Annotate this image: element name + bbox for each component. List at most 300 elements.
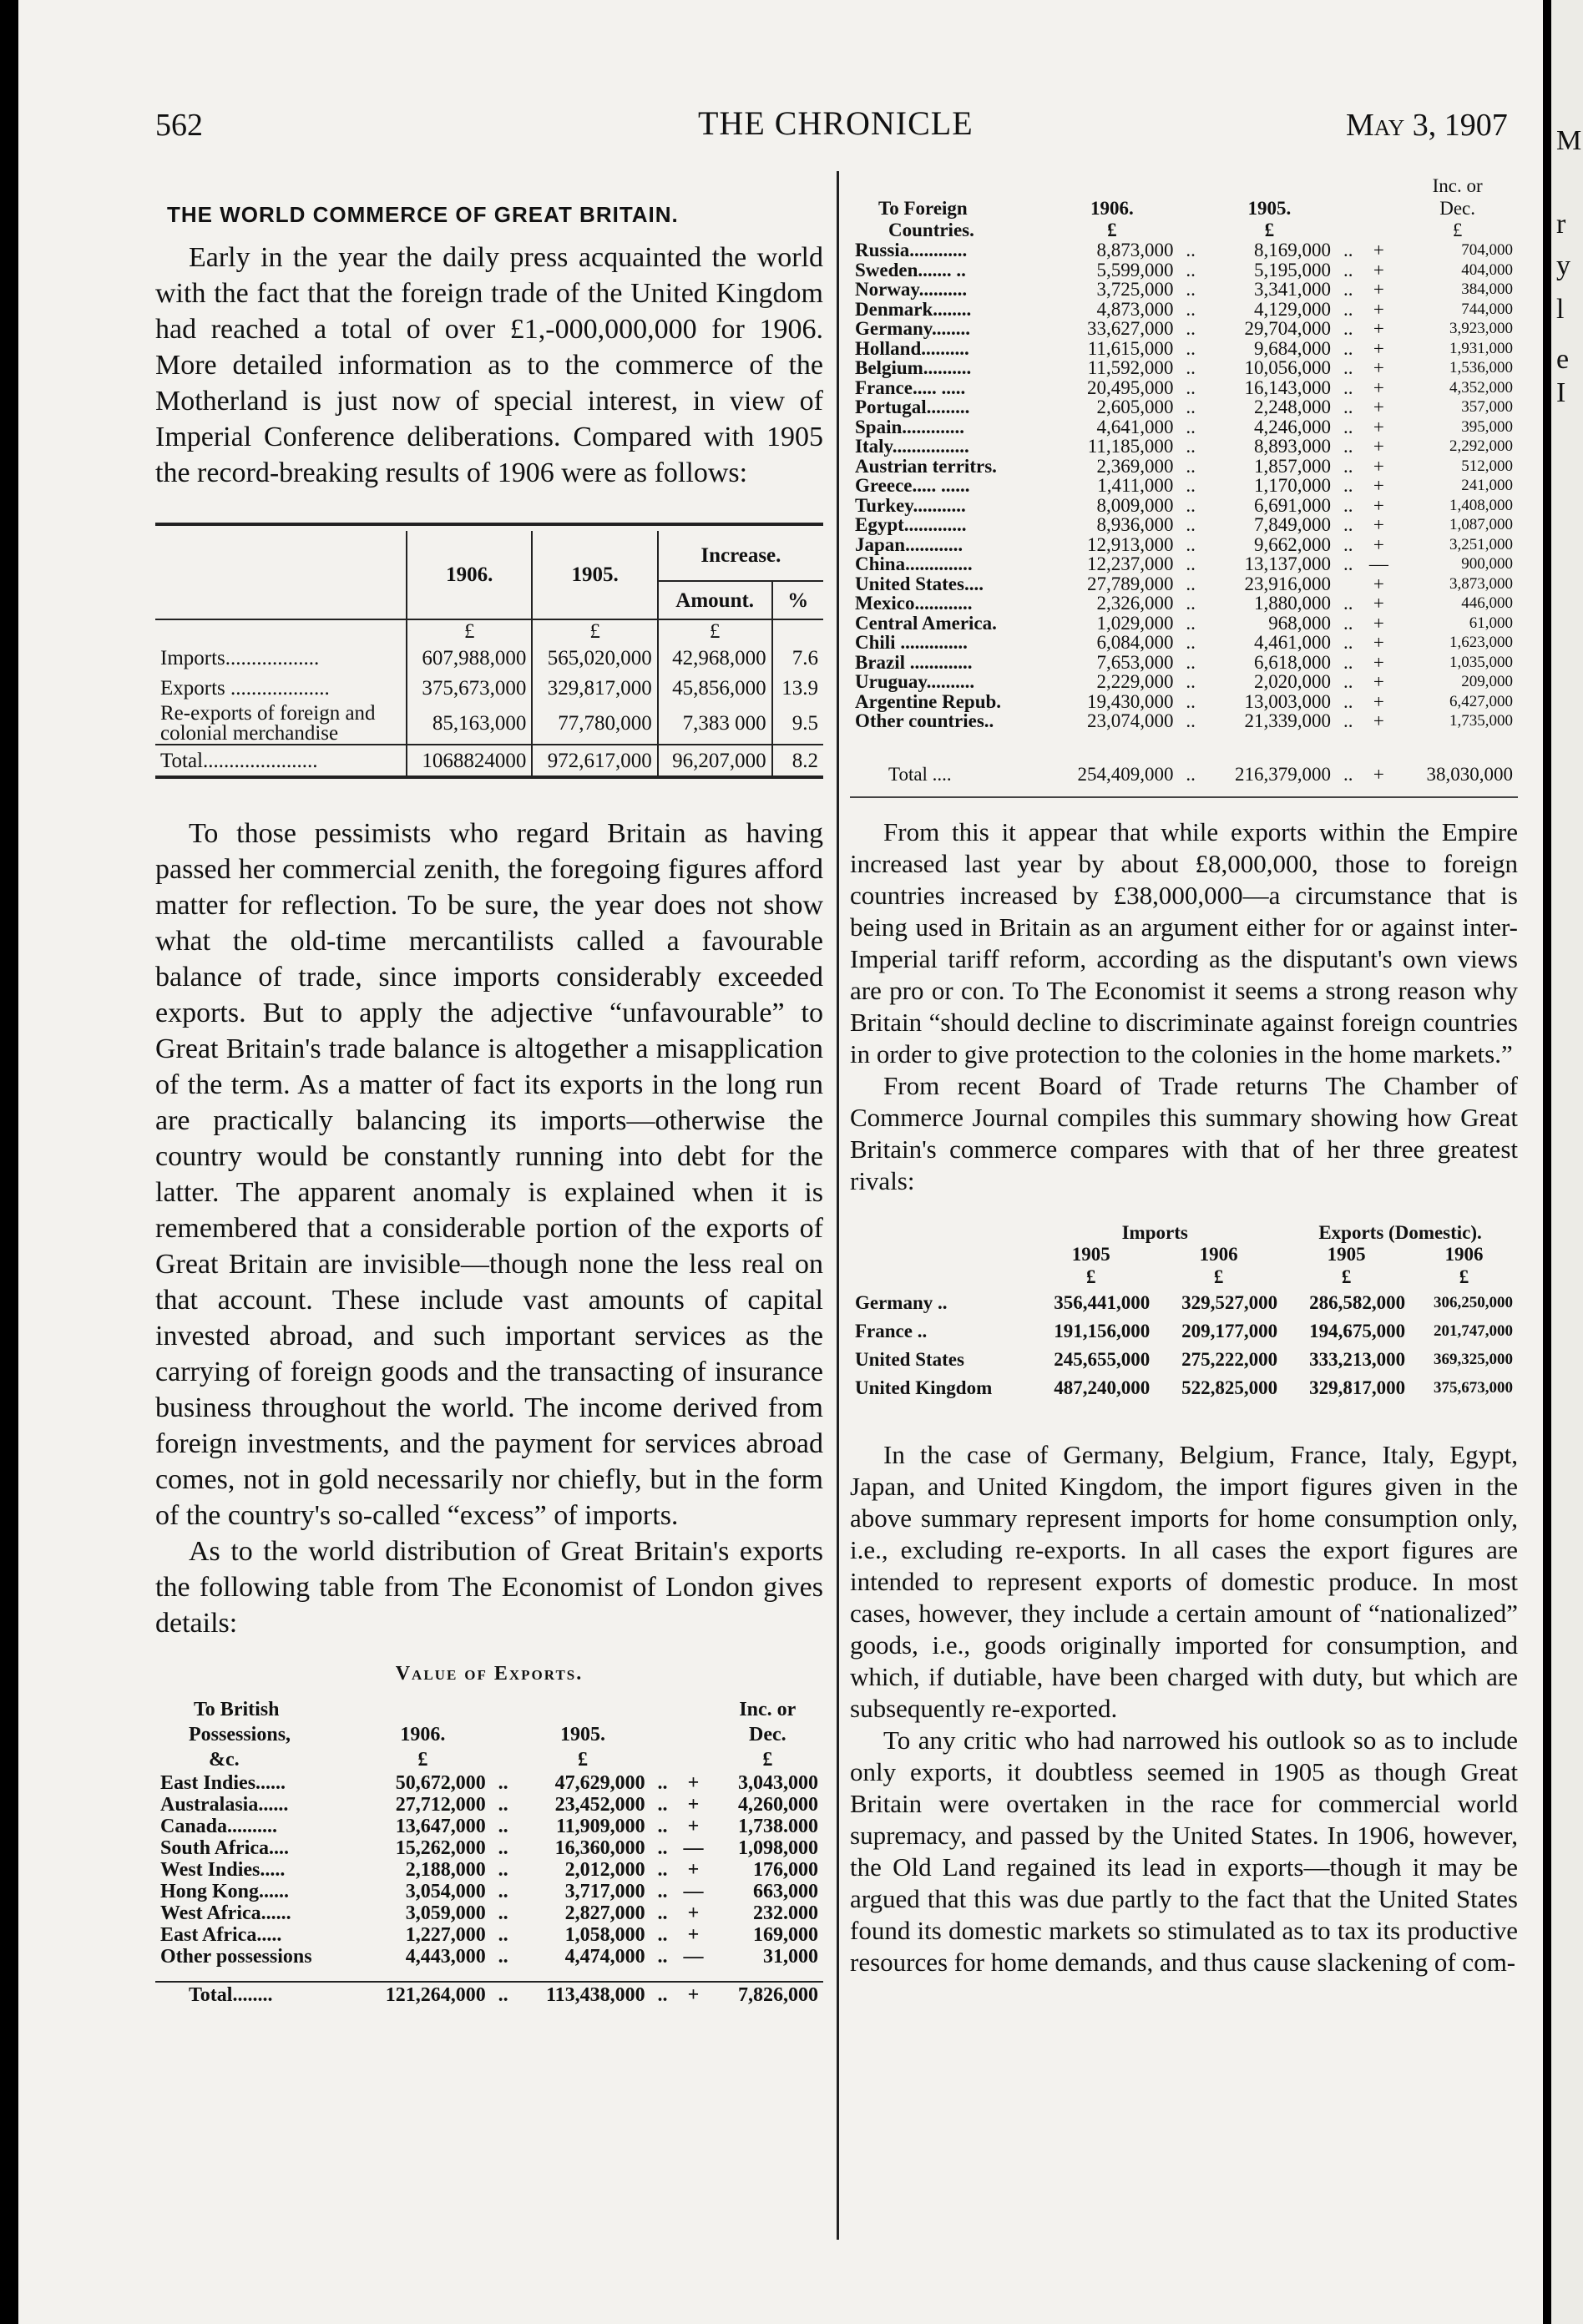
cell: .. xyxy=(1343,494,1353,516)
col-head: Inc. or xyxy=(739,1699,797,1720)
cell: .. xyxy=(1343,416,1353,437)
col-head: 1906. xyxy=(1090,198,1134,220)
comparison-table-block xyxy=(155,523,823,782)
cell: 5,599,000 xyxy=(1096,259,1174,280)
cell: 565,020,000 xyxy=(532,643,657,673)
row-label: Norway.......... xyxy=(855,279,968,300)
cell: 16,143,000 xyxy=(1244,376,1331,398)
cell: .. xyxy=(498,1946,508,1968)
cell: .. xyxy=(1343,397,1353,417)
table-row xyxy=(850,633,1518,653)
col-head: Dec. xyxy=(749,1724,786,1746)
table-row xyxy=(850,1317,1518,1346)
cell: .. xyxy=(1343,671,1353,692)
cell: 38,030,000 xyxy=(1426,763,1513,785)
cell: .. xyxy=(1186,593,1196,614)
cell: 33,627,000 xyxy=(1086,318,1174,339)
col-1905: 1905. xyxy=(532,531,657,619)
col-head: 1906 xyxy=(1199,1243,1238,1265)
row-label: Denmark........ xyxy=(855,298,972,320)
row-label: Italy................ xyxy=(855,436,969,457)
cell: 522,825,000 xyxy=(1181,1377,1278,1398)
cell: 4,443,000 xyxy=(405,1946,486,1968)
cell: 23,916,000 xyxy=(1244,573,1331,594)
cell: .. xyxy=(498,1816,508,1837)
cell: — xyxy=(683,1837,704,1859)
cell: + xyxy=(1373,690,1384,712)
cell: 3,054,000 xyxy=(405,1881,486,1902)
cell: 11,615,000 xyxy=(1087,337,1174,359)
cell: 6,691,000 xyxy=(1253,494,1331,516)
cell: 2,326,000 xyxy=(1096,593,1174,614)
currency-mark: £ xyxy=(407,620,532,643)
cell: 6,618,000 xyxy=(1253,651,1331,673)
table-row xyxy=(850,594,1518,614)
cell: 3,341,000 xyxy=(1253,279,1331,300)
cell: 4,461,000 xyxy=(1253,632,1331,653)
cell: 7.6 xyxy=(792,646,818,669)
paragraph-critic: To any critic who had narrowed his outlook so as to include only exports, it doubtless seemed in 1905 as though Great Britain were overtaken in the race for commercial world supremacy, and passed by the United States. In 1906, however, the Old Land regained its lead in exports—though it may be argued that this was due partly to the fact that the United States found its domestic markets so stimulated as to tax its productive resources for home demands, and thus cause slackening of com- xyxy=(850,1725,1518,1977)
col-head: 1906. xyxy=(400,1724,446,1746)
cell: 11,185,000 xyxy=(1087,436,1174,457)
cell: .. xyxy=(1186,337,1196,359)
paragraph-distribution: As to the world distribution of Great Britain's exports the following table from The Economist of London gives details: xyxy=(155,1536,823,1639)
row-label: Exports ................... xyxy=(155,673,407,703)
cell: 384,000 xyxy=(1461,280,1513,298)
cell: 209,177,000 xyxy=(1181,1320,1278,1341)
cell: 1,035,000 xyxy=(1449,653,1513,671)
row-label: Other countries.. xyxy=(855,710,994,731)
cell: 85,163,000 xyxy=(407,703,532,745)
table-row xyxy=(850,692,1518,712)
table-caption: Value of Exports. xyxy=(395,1663,584,1685)
cell: .. xyxy=(1186,763,1196,785)
cell: .. xyxy=(1186,533,1196,555)
cell: 356,441,000 xyxy=(1054,1291,1151,1313)
row-label: Re-exports of foreign and colonial merchandise xyxy=(155,703,407,745)
table-row xyxy=(850,574,1518,594)
cell: .. xyxy=(1186,690,1196,712)
cell: .. xyxy=(1343,376,1353,398)
cell: 29,704,000 xyxy=(1244,318,1331,339)
table-row xyxy=(155,1859,823,1881)
row-label: United States xyxy=(855,1348,964,1370)
col-head: 1905. xyxy=(1247,198,1292,220)
cell: 4,246,000 xyxy=(1253,416,1331,437)
cell: 12,237,000 xyxy=(1086,553,1174,574)
table-row xyxy=(850,711,1518,731)
cell: 245,655,000 xyxy=(1054,1348,1151,1370)
edge-char: y xyxy=(1556,250,1570,281)
cell: 663,000 xyxy=(753,1881,818,1902)
cell: 27,712,000 xyxy=(395,1794,486,1816)
paragraph-pessimists: To those pessimists who regard Britain as having passed her commercial zenith, the foregoing figures afford matter for reflection. To be sure, the year does not show what the old-time mercantilists called a favourable balance of trade, since imports considerably exceeded exports. But to apply the adjective “unfavourable” to Great Britain's trade balance is altogether a misapplication of the term. As a matter of fact its exports in the long run are practically balancing its imports—otherwise the country would be constantly running into debt for the latter. The apparent anomaly is explained when it is remembered that a considerable portion of the exports of Great Britain are invisible—though none the less real on that account. These include vast amounts of capital invested abroad, and such important services as the carrying of foreign goods and the transacting of insurance business throughout the world. The income derived from foreign investments, and the payment for services abroad comes, not in gold necessarily nor chiefly, but in the form of the country's so-called “excess” of imports. xyxy=(155,818,823,1531)
cell: + xyxy=(1373,710,1384,731)
table-row xyxy=(850,1346,1518,1374)
cell: 1,411,000 xyxy=(1097,475,1174,496)
total-label: Total........ xyxy=(189,1983,273,2006)
currency-mark: £ xyxy=(1264,220,1275,241)
edge-char: I xyxy=(1556,377,1566,408)
cell: .. xyxy=(1186,494,1196,516)
cell: — xyxy=(1368,553,1388,574)
col-percent: % xyxy=(787,589,809,612)
cell: .. xyxy=(1343,710,1353,731)
left-column xyxy=(155,175,823,2007)
cell: 4,641,000 xyxy=(1096,416,1174,437)
cell: 23,074,000 xyxy=(1086,710,1174,731)
cell: 1068824000 xyxy=(407,745,532,777)
cell: .. xyxy=(1343,690,1353,712)
cell: .. xyxy=(498,1794,508,1816)
cell: 13,003,000 xyxy=(1244,690,1331,712)
table-row xyxy=(850,457,1518,477)
cell: 209,000 xyxy=(1461,673,1513,690)
currency-mark: £ xyxy=(1213,1266,1224,1287)
table-row xyxy=(850,476,1518,496)
article-heading: THE WORLD COMMERCE OF GREAT BRITAIN. xyxy=(167,202,679,227)
foreign-table xyxy=(850,175,1518,786)
row-label: Australasia...... xyxy=(160,1794,289,1816)
currency-mark: £ xyxy=(1452,220,1463,241)
cell: 369,325,000 xyxy=(1434,1350,1513,1368)
cell: .. xyxy=(1186,632,1196,653)
row-label: Brazil ............. xyxy=(855,651,973,673)
row-label: Other possessions xyxy=(160,1946,312,1968)
table-row xyxy=(850,1289,1518,1317)
cell: .. xyxy=(657,1983,668,2006)
col-head: Imports xyxy=(1121,1221,1188,1243)
cell: + xyxy=(1373,416,1384,437)
cell: + xyxy=(1373,259,1384,280)
row-label: Argentine Repub. xyxy=(855,690,1002,712)
row-label: Uruguay.......... xyxy=(855,671,975,692)
cell: + xyxy=(1373,593,1384,614)
table-row xyxy=(850,614,1518,634)
col-head: To British xyxy=(194,1699,280,1720)
edge-char: l xyxy=(1556,294,1565,325)
col-head: &c. xyxy=(209,1749,240,1771)
cell: 45,856,000 xyxy=(658,673,772,703)
table-row xyxy=(155,1881,823,1902)
cell: 3,717,000 xyxy=(564,1881,645,1902)
cell: 3,251,000 xyxy=(1449,535,1513,553)
cell: 329,817,000 xyxy=(532,673,657,703)
total-label: Total...................... xyxy=(155,745,407,777)
cell: 50,672,000 xyxy=(395,1772,486,1794)
cell: .. xyxy=(1343,593,1353,614)
row-label: Portugal......... xyxy=(855,397,970,417)
cell: .. xyxy=(498,1859,508,1881)
cell: 121,264,000 xyxy=(385,1983,486,2006)
cell: .. xyxy=(657,1881,668,1902)
row-label: Turkey........... xyxy=(855,494,966,516)
cell: .. xyxy=(1343,763,1353,785)
cell: 27,789,000 xyxy=(1086,573,1174,594)
cell: .. xyxy=(1343,632,1353,653)
table-row xyxy=(850,397,1518,417)
row-label: West Africa...... xyxy=(160,1902,291,1924)
cell: 3,043,000 xyxy=(738,1772,818,1794)
cell: .. xyxy=(657,1924,668,1946)
cell: 2,248,000 xyxy=(1253,397,1331,417)
paragraph-germany-belgium: In the case of Germany, Belgium, France, Italy, Egypt, Japan, and United Kingdom, the import figures given in the above summary represent imports for home consumption only, i.e., excluding re-exports. In all cases the export figures are intended to represent exports of domestic produce. In most cases, however, they include a certain amount of “nationalized” goods, i.e., goods originally imported for consumption, and which, if dutiable, have been charged with duty, but which are subsequently re-exported. xyxy=(850,1439,1518,1723)
cell: + xyxy=(1373,279,1384,300)
cell: 744,000 xyxy=(1461,300,1513,318)
cell: .. xyxy=(1186,651,1196,673)
cell: 1,536,000 xyxy=(1449,359,1513,376)
row-label: Austrian territrs. xyxy=(855,455,997,477)
cell: 4,873,000 xyxy=(1096,298,1174,320)
col-head: To Foreign xyxy=(878,198,968,220)
cell: 2,369,000 xyxy=(1096,455,1174,477)
col-head: Possessions, xyxy=(189,1724,291,1746)
cell: 1,857,000 xyxy=(1253,455,1331,477)
cell: 113,438,000 xyxy=(545,1983,645,2006)
cell: + xyxy=(1373,651,1384,673)
cell: .. xyxy=(1343,436,1353,457)
cell: .. xyxy=(1186,710,1196,731)
cell: 375,673,000 xyxy=(1434,1378,1513,1397)
cell: 77,780,000 xyxy=(532,703,657,745)
col-head: 1905 xyxy=(1071,1243,1110,1265)
cell: .. xyxy=(657,1816,668,1837)
row-label: West Indies..... xyxy=(160,1859,286,1881)
cell: .. xyxy=(657,1902,668,1924)
cell: .. xyxy=(657,1859,668,1881)
row-label: Russia............ xyxy=(855,240,968,260)
cell: .. xyxy=(1186,240,1196,260)
cell: + xyxy=(1373,514,1384,535)
cell: 8,009,000 xyxy=(1096,494,1174,516)
cell: 2,229,000 xyxy=(1096,671,1174,692)
col-head: Dec. xyxy=(1439,198,1476,220)
table-row xyxy=(155,1946,823,1968)
cell: 286,582,000 xyxy=(1309,1291,1406,1313)
cell: + xyxy=(1373,632,1384,653)
cell: 4,352,000 xyxy=(1449,378,1513,397)
cell: 3,873,000 xyxy=(1449,574,1513,593)
cell: 2,292,000 xyxy=(1449,437,1513,455)
cell: 329,817,000 xyxy=(1309,1377,1406,1398)
currency-mark: £ xyxy=(1107,220,1117,241)
cell: 487,240,000 xyxy=(1054,1377,1151,1398)
cell: .. xyxy=(498,1983,508,2006)
cell: .. xyxy=(1343,337,1353,359)
cell: .. xyxy=(1343,298,1353,320)
row-label: East Africa..... xyxy=(160,1924,282,1946)
issue-date: May 3, 1907 xyxy=(1346,108,1508,143)
cell: .. xyxy=(1343,514,1353,535)
edge-char: e xyxy=(1556,344,1570,375)
rivals-table xyxy=(850,1222,1518,1402)
cell: .. xyxy=(657,1837,668,1859)
cell: .. xyxy=(1186,475,1196,496)
cell: 8.2 xyxy=(792,749,818,772)
cell: 216,379,000 xyxy=(1234,763,1331,785)
cell: 6,084,000 xyxy=(1096,632,1174,653)
table-row xyxy=(850,319,1518,339)
row-label: Japan............ xyxy=(855,533,963,555)
row-label: Holland.......... xyxy=(855,337,969,359)
total-label: Total .... xyxy=(888,763,952,785)
cell: 8,169,000 xyxy=(1253,240,1331,260)
cell: 9,684,000 xyxy=(1253,337,1331,359)
cell: .. xyxy=(498,1881,508,1902)
cell: 2,188,000 xyxy=(405,1859,486,1881)
cell: 1,170,000 xyxy=(1253,475,1331,496)
cell: 972,617,000 xyxy=(532,745,657,777)
cell: 15,262,000 xyxy=(395,1837,486,1859)
cell: 20,495,000 xyxy=(1086,376,1174,398)
cell: .. xyxy=(1186,259,1196,280)
cell: .. xyxy=(1186,298,1196,320)
cell: 9,662,000 xyxy=(1253,533,1331,555)
cell: 7,383 000 xyxy=(658,703,772,745)
table-row xyxy=(850,653,1518,673)
cell xyxy=(1336,574,1360,594)
row-label: Sweden....... .. xyxy=(855,259,966,280)
row-label: Egypt............. xyxy=(855,514,967,535)
cell: 607,988,000 xyxy=(407,643,532,673)
currency-mark: £ xyxy=(532,620,657,643)
cell: .. xyxy=(1343,475,1353,496)
table-row xyxy=(850,339,1518,359)
col-head: Exports (Domestic). xyxy=(1318,1221,1482,1243)
currency-mark: £ xyxy=(1459,1266,1469,1287)
cell: .. xyxy=(1186,671,1196,692)
table-row xyxy=(850,437,1518,457)
cell: .. xyxy=(1343,455,1353,477)
cell: .. xyxy=(1343,259,1353,280)
edge-char: r xyxy=(1556,209,1566,240)
cell: 1,931,000 xyxy=(1449,339,1513,357)
table-row xyxy=(155,1837,823,1859)
cell: 1,880,000 xyxy=(1253,593,1331,614)
cell: 1,098,000 xyxy=(738,1837,818,1859)
cell: 13.9 xyxy=(781,676,818,700)
cell: .. xyxy=(1343,651,1353,673)
cell: .. xyxy=(1186,573,1196,594)
cell: + xyxy=(1373,612,1384,634)
table-row xyxy=(850,280,1518,300)
cell: .. xyxy=(657,1794,668,1816)
next-page-edge xyxy=(1551,0,1583,2324)
cell: + xyxy=(1373,357,1384,378)
cell: 306,250,000 xyxy=(1434,1293,1513,1311)
col-head: 1905. xyxy=(560,1724,606,1746)
column-divider xyxy=(837,171,839,2240)
cell: 11,592,000 xyxy=(1087,357,1174,378)
row-label: Germany........ xyxy=(855,318,970,339)
cell: 13,647,000 xyxy=(395,1816,486,1837)
table-row xyxy=(850,240,1518,260)
row-label: Greece..... ...... xyxy=(855,475,970,496)
cell: .. xyxy=(1343,240,1353,260)
row-label: United Kingdom xyxy=(855,1377,993,1398)
cell: .. xyxy=(1186,416,1196,437)
cell: 7,849,000 xyxy=(1253,514,1331,535)
cell: 5,195,000 xyxy=(1253,259,1331,280)
row-label: Canada.......... xyxy=(160,1816,278,1837)
col-head: Inc. or xyxy=(1432,175,1483,197)
cell: 13,137,000 xyxy=(1244,553,1331,574)
col-head: Countries. xyxy=(888,220,974,241)
row-label: South Africa.... xyxy=(160,1837,290,1859)
cell: .. xyxy=(498,1772,508,1794)
running-title: THE CHRONICLE xyxy=(698,104,974,142)
cell: 4,260,000 xyxy=(738,1794,818,1816)
currency-mark: £ xyxy=(417,1749,428,1771)
cell: + xyxy=(1373,763,1384,785)
cell: + xyxy=(1373,318,1384,339)
cell: 6,427,000 xyxy=(1449,692,1513,710)
currency-mark: £ xyxy=(578,1749,589,1771)
cell: .. xyxy=(498,1924,508,1946)
table-row xyxy=(155,1816,823,1837)
cell: 395,000 xyxy=(1461,417,1513,436)
cell: + xyxy=(1373,475,1384,496)
cell: .. xyxy=(1186,436,1196,457)
table-row xyxy=(850,300,1518,320)
cell: 8,873,000 xyxy=(1096,240,1174,260)
row-label: East Indies...... xyxy=(160,1772,286,1794)
cell: 1,227,000 xyxy=(405,1924,486,1946)
table-row xyxy=(155,1794,823,1816)
row-label: Imports.................. xyxy=(155,643,407,673)
cell: 10,056,000 xyxy=(1244,357,1331,378)
col-increase: Increase. xyxy=(658,531,823,581)
col-1906: 1906. xyxy=(407,531,532,619)
cell: 232.000 xyxy=(753,1902,818,1924)
cell: 96,207,000 xyxy=(658,745,772,777)
cell: 176,000 xyxy=(753,1859,818,1881)
row-label: Germany .. xyxy=(855,1291,948,1313)
cell: 275,222,000 xyxy=(1181,1348,1278,1370)
table-row xyxy=(850,358,1518,378)
cell: 42,968,000 xyxy=(658,643,772,673)
row-label: Hong Kong...... xyxy=(160,1881,290,1902)
cell: + xyxy=(1373,376,1384,398)
cell: + xyxy=(1373,573,1384,594)
table-row xyxy=(850,1374,1518,1402)
cell: 3,923,000 xyxy=(1449,320,1513,337)
table-row xyxy=(850,260,1518,280)
cell: 194,675,000 xyxy=(1309,1320,1406,1341)
cell: 1,408,000 xyxy=(1449,496,1513,514)
cell: 9.5 xyxy=(792,712,818,735)
table-row xyxy=(850,554,1518,574)
cell: 375,673,000 xyxy=(407,673,532,703)
cell: + xyxy=(1373,671,1384,692)
cell: + xyxy=(1373,240,1384,260)
table-row xyxy=(850,417,1518,437)
cell: .. xyxy=(498,1837,508,1859)
cell: + xyxy=(687,1772,700,1794)
cell: + xyxy=(687,1983,700,2006)
cell: + xyxy=(1373,455,1384,477)
cell: 512,000 xyxy=(1461,457,1513,475)
cell: 329,527,000 xyxy=(1181,1291,1278,1313)
cell: .. xyxy=(1343,612,1353,634)
cell: .. xyxy=(1186,376,1196,398)
row-label: Central America. xyxy=(855,612,997,634)
cell: 2,012,000 xyxy=(564,1859,645,1881)
table-row xyxy=(155,1924,823,1946)
cell: + xyxy=(1373,337,1384,359)
cell: .. xyxy=(657,1772,668,1794)
cell: — xyxy=(683,1946,704,1968)
